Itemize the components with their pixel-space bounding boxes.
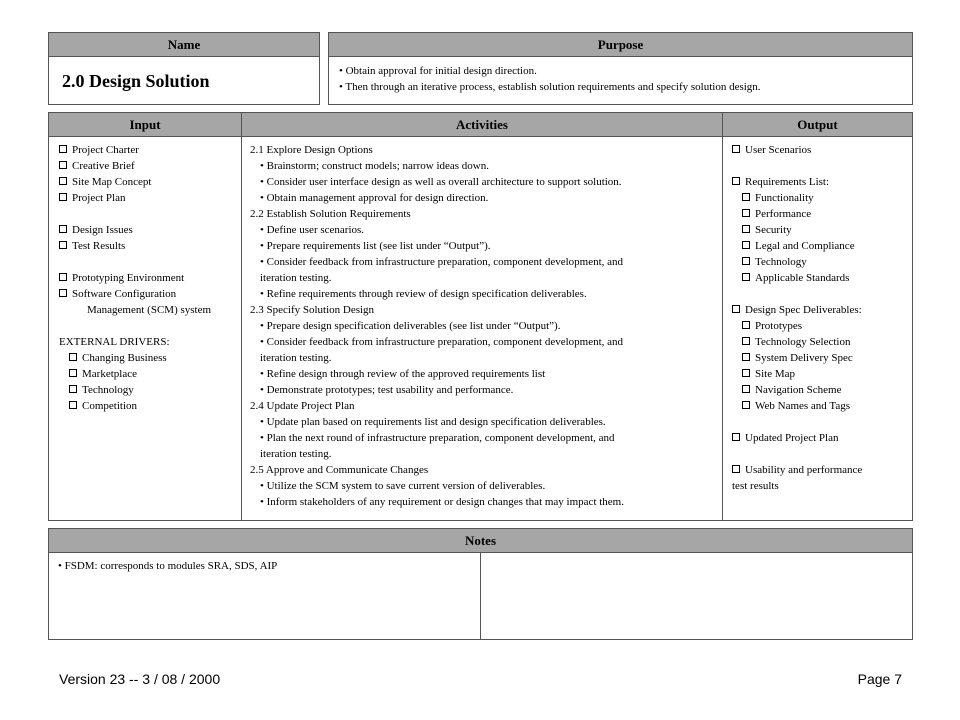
checkbox-icon: [59, 145, 67, 153]
version-label: Version 23 -- 3 / 08 / 2000: [59, 671, 221, 687]
activity-bullet: • Prepare design specification deliverables (see list under “Output”).: [260, 320, 561, 332]
checkbox-icon: [742, 193, 750, 201]
checkbox-icon: [59, 161, 67, 169]
activity-step: 2.5 Approve and Communicate Changes: [250, 464, 429, 476]
activity-step: 2.2 Establish Solution Requirements: [250, 208, 411, 220]
checkbox-icon: [732, 305, 740, 313]
output-item: Site Map: [732, 366, 912, 382]
output-item: User Scenarios: [732, 142, 912, 158]
purpose-header: Purpose: [329, 33, 912, 57]
checkbox-icon: [742, 241, 750, 249]
input-item: Technology: [59, 382, 241, 398]
input-item: Site Map Concept: [59, 174, 241, 190]
activity-bullet-continued: iteration testing.: [260, 272, 332, 284]
checkbox-icon: [742, 337, 750, 345]
activity-step: 2.4 Update Project Plan: [250, 400, 355, 412]
activity-bullet: • Demonstrate prototypes; test usability and performance.: [260, 384, 514, 396]
document-title: 2.0 Design Solution: [62, 71, 210, 91]
output-item-continued: test results: [732, 480, 779, 492]
name-box: [48, 32, 320, 105]
checkbox-icon: [742, 369, 750, 377]
activity-bullet: • Inform stakeholders of any requirement or design changes that may impact them.: [260, 496, 624, 508]
checkbox-icon: [732, 465, 740, 473]
checkbox-icon: [732, 433, 740, 441]
notes-header: Notes: [49, 529, 912, 553]
purpose-box: [328, 32, 913, 105]
output-item: Technology Selection: [732, 334, 912, 350]
output-item: Requirements List:: [732, 174, 912, 190]
activity-step: 2.3 Specify Solution Design: [250, 304, 375, 316]
output-item: System Delivery Spec: [732, 350, 912, 366]
notes-right-cell: [481, 553, 912, 639]
activities-header: Activities: [242, 113, 722, 137]
output-item: Usability and performance: [732, 462, 912, 478]
activity-bullet: • Utilize the SCM system to save current version of deliverables.: [260, 480, 546, 492]
checkbox-icon: [732, 177, 740, 185]
checkbox-icon: [732, 145, 740, 153]
input-item: Changing Business: [59, 350, 241, 366]
output-item: Security: [732, 222, 912, 238]
activity-bullet: • Update plan based on requirements list and design specification deliverables.: [260, 416, 606, 428]
activity-bullet: • Obtain management approval for design direction.: [260, 192, 489, 204]
activity-bullet: • Consider user interface design as well as overall architecture to support solution.: [260, 176, 622, 188]
checkbox-icon: [742, 353, 750, 361]
checkbox-icon: [742, 225, 750, 233]
input-item-continued: Management (SCM) system: [87, 304, 212, 316]
output-column: [723, 113, 912, 520]
main-table: [48, 112, 913, 521]
activity-bullet: • Consider feedback from infrastructure preparation, component development, and: [260, 256, 624, 268]
input-header: Input: [49, 113, 241, 137]
activity-bullet-continued: iteration testing.: [260, 448, 332, 460]
output-item: Legal and Compliance: [732, 238, 912, 254]
output-item: Applicable Standards: [732, 270, 912, 286]
checkbox-icon: [59, 193, 67, 201]
notes-text: • FSDM: corresponds to modules SRA, SDS, AIP: [58, 560, 278, 572]
output-header: Output: [723, 113, 912, 137]
checkbox-icon: [69, 401, 77, 409]
checkbox-icon: [742, 209, 750, 217]
page-number: Page 7: [857, 671, 902, 687]
output-item: Navigation Scheme: [732, 382, 912, 398]
activity-bullet: • Consider feedback from infrastructure preparation, component development, and: [260, 336, 624, 348]
input-item: Project Plan: [59, 190, 241, 206]
activity-bullet: • Refine design through review of the approved requirements list: [260, 368, 546, 380]
output-item: Updated Project Plan: [732, 430, 912, 446]
activities-column: [242, 113, 723, 520]
checkbox-icon: [59, 177, 67, 185]
output-item: Prototypes: [732, 318, 912, 334]
notes-box: [48, 528, 913, 640]
checkbox-icon: [59, 289, 67, 297]
checkbox-icon: [742, 321, 750, 329]
notes-left-cell: [49, 553, 481, 639]
checkbox-icon: [59, 273, 67, 281]
output-item: Web Names and Tags: [732, 398, 912, 414]
activity-step: 2.1 Explore Design Options: [250, 144, 373, 156]
input-item: Test Results: [59, 238, 241, 254]
input-item: Creative Brief: [59, 158, 241, 174]
external-drivers-label: EXTERNAL DRIVERS:: [59, 336, 170, 348]
activity-bullet: • Refine requirements through review of design specification deliverables.: [260, 288, 587, 300]
activity-bullet-continued: iteration testing.: [260, 352, 332, 364]
input-item: Software Configuration: [59, 286, 241, 302]
checkbox-icon: [742, 385, 750, 393]
input-item: Design Issues: [59, 222, 241, 238]
activity-bullet: • Define user scenarios.: [260, 224, 365, 236]
checkbox-icon: [59, 241, 67, 249]
activity-bullet: • Plan the next round of infrastructure preparation, component development, and: [260, 432, 615, 444]
purpose-line: • Obtain approval for initial design direction.: [339, 65, 537, 77]
checkbox-icon: [742, 273, 750, 281]
activity-bullet: • Brainstorm; construct models; narrow ideas down.: [260, 160, 490, 172]
checkbox-icon: [742, 257, 750, 265]
checkbox-icon: [69, 369, 77, 377]
purpose-line: • Then through an iterative process, establish solution requirements and specify solution design.: [339, 81, 761, 93]
input-column: [49, 113, 242, 520]
output-item: Functionality: [732, 190, 912, 206]
output-item: Performance: [732, 206, 912, 222]
input-item: Prototyping Environment: [59, 270, 241, 286]
input-item: Project Charter: [59, 142, 241, 158]
checkbox-icon: [69, 385, 77, 393]
output-item: Design Spec Deliverables:: [732, 302, 912, 318]
checkbox-icon: [69, 353, 77, 361]
output-item: Technology: [732, 254, 912, 270]
checkbox-icon: [742, 401, 750, 409]
activity-bullet: • Prepare requirements list (see list under “Output”).: [260, 240, 491, 252]
name-header: Name: [49, 33, 319, 57]
input-item: Competition: [59, 398, 241, 414]
checkbox-icon: [59, 225, 67, 233]
input-item: Marketplace: [59, 366, 241, 382]
